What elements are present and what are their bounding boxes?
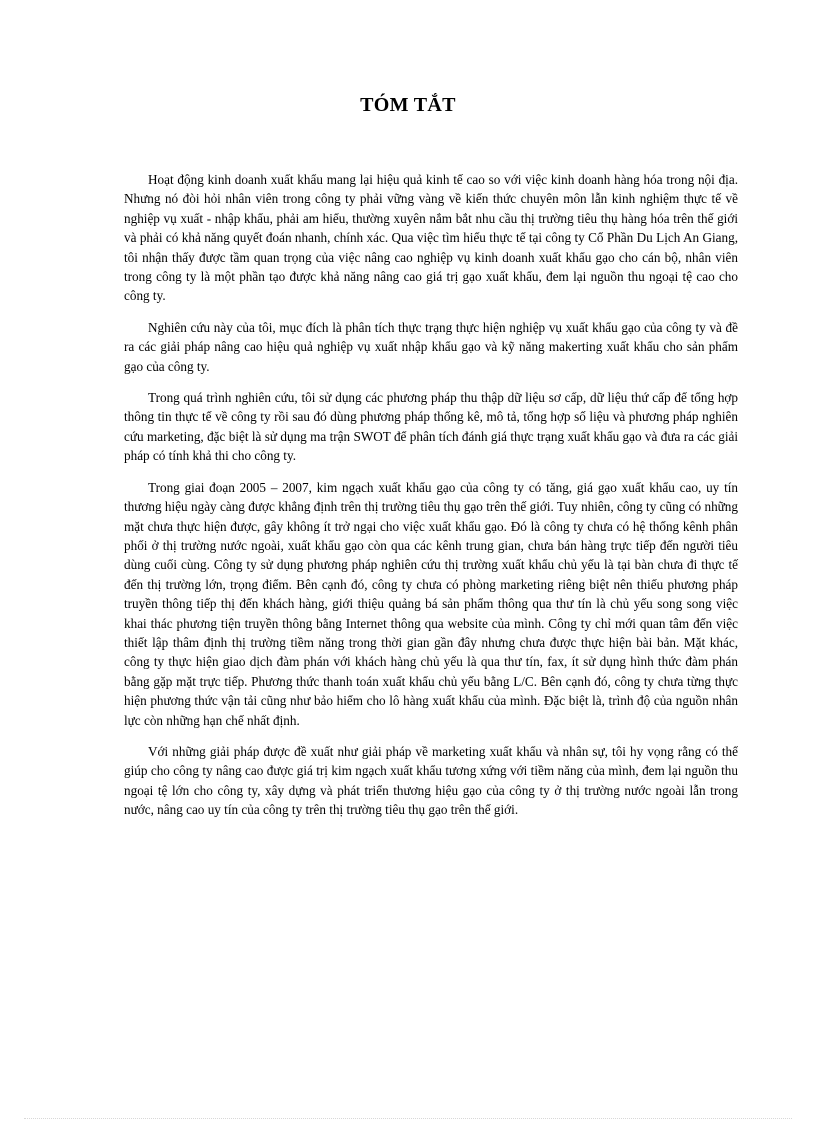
paragraph-conclusion: Với những giải pháp được đề xuất như giải pháp về marketing xuất khẩu và nhân sự, tôi hy vọng rằng có thể giúp cho công ty nâng cao được giá trị kim ngạch xuất khẩu tương xứng với tiềm năng của mình, đem lại nguồn thu ngoại tệ lớn cho công ty, xây dựng và phát triển thương hiệu gạo của công ty ở thị trường nước ngoài lẫn trong nước, nâng cao uy tín của công ty trên thị trường tiêu thụ gạo trên thế giới.	[124, 743, 738, 818]
paragraph-methods: Trong quá trình nghiên cứu, tôi sử dụng các phương pháp thu thập dữ liệu sơ cấp, dữ liệu thứ cấp để tổng hợp thông tin thực tế về công ty rồi sau đó dùng phương pháp thống kê, mô tả, tổng hợp số liệu và phương pháp nghiên cứu marketing, đặc biệt là sử dụng ma trận SWOT để phân tích đánh giá thực trạng xuất khẩu gạo và đưa ra các giải pháp có tính khả thi cho công ty.	[124, 390, 738, 464]
paragraph-findings: Trong giai đoạn 2005 – 2007, kim ngạch xuất khẩu gạo của công ty có tăng, giá gạo xuất khẩu cao, uy tín thương hiệu ngày càng được khẳng định trên thị trường tiêu thụ gạo trên thế giới. Tuy nhiên, công ty cũng có những mặt chưa thực hiện được, gây không ít trở ngại cho việc xuất khẩu gạo. Đó là công ty chưa có hệ thống kênh phân phối ở thị trường nước ngoài, xuất khẩu gạo còn qua các kênh trung gian, chưa bán hàng trực tiếp đến người tiêu dùng cuối cùng. Công ty sử dụng phương pháp nghiên cứu thị trường xuất khẩu chủ yếu là tại bàn chưa đi thực tế đến thị trường lớn, trọng điểm. Bên cạnh đó, công ty chưa có phòng marketing riêng biệt nên thiếu phương pháp truyền thông tiếp thị đến khách hàng, giới thiệu quảng bá sản phẩm thông qua thư tín là chủ yếu song song việc khai thác phương tiện truyền thông bằng Internet thông qua website của mình. Công ty chỉ mới quan tâm đến việc thiết lập thâm định thị trường tiềm năng trong thời gian gần đây nhưng chưa được thực hiện bài bản. Mặt khác, công ty thực hiện giao dịch đàm phán với khách hàng chủ yếu là qua thư tín, fax, ít sử dụng hình thức đàm phán bằng gặp mặt trực tiếp. Phương thức thanh toán xuất khẩu chủ yếu bằng L/C. Bên cạnh đó, công ty chưa từng thực hiện phương thức vận tải cũng như bảo hiểm cho lô hàng xuất khẩu của mình. Đặc biệt là, trình độ của nguồn nhân lực còn những hạn chế nhất định.	[124, 479, 738, 728]
page-bottom-divider	[24, 1118, 792, 1119]
summary-body	[124, 170, 738, 832]
paragraph-purpose: Nghiên cứu này của tôi, mục đích là phân tích thực trạng thực hiện nghiệp vụ xuất khẩu gạo của công ty và đề ra các giải pháp nâng cao hiệu quả nghiệp vụ xuất nhập khẩu gạo và kỹ năng makerting xuất khẩu cho sản phẩm gạo của công ty.	[124, 319, 738, 374]
page-title: TÓM TẮT	[360, 94, 456, 116]
paragraph-intro: Hoạt động kinh doanh xuất khẩu mang lại hiệu quả kinh tế cao so với việc kinh doanh hàng hóa trong nội địa. Nhưng nó đòi hỏi nhân viên trong công ty phải vững vàng về kiến thức chuyên môn lẫn kinh nghiệm thực tế về nghiệp vụ xuất - nhập khẩu, phải am hiểu, thường xuyên nắm bắt nhu cầu thị trường tiêu thụ hàng hóa trên thế giới và phải có khả năng quyết đoán nhanh, chính xác. Qua việc tìm hiểu thực tế tại công ty Cổ Phần Du Lịch An Giang, tôi nhận thấy được tầm quan trọng của việc nâng cao nghiệp vụ kinh doanh xuất khẩu gạo cho cán bộ, nhân viên trong công ty là một phần tạo được khả năng nâng cao giá trị gạo xuất khẩu, đem lại nguồn thu ngoại tệ cao cho công ty.	[124, 172, 738, 304]
